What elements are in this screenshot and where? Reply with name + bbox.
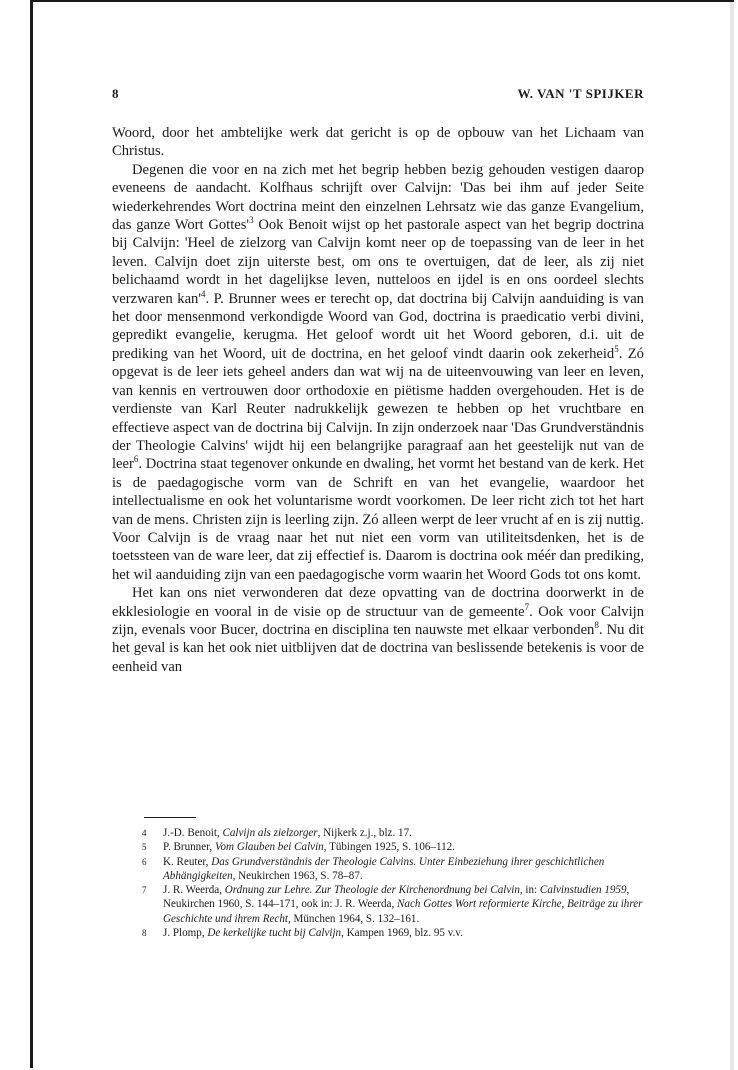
- body-text: [112, 124, 644, 676]
- footnote-title: Calvinstudien 1959: [539, 884, 627, 897]
- footnote-rule: [144, 817, 196, 818]
- page-header: [112, 86, 644, 106]
- footnote-rest: , München 1964, S. 132–161.: [287, 912, 420, 925]
- paragraph-1: [112, 124, 644, 161]
- footnote-5: [142, 840, 644, 854]
- footnote-ref-4[interactable]: 4: [200, 288, 206, 299]
- footnote-author: J. Plomp,: [163, 927, 208, 940]
- paragraph-2: [112, 161, 644, 584]
- paragraph-2-text-e: . Doctrina staat tegenover onkunde en dwaling, het vormt het bestand van de kerk. Het is de paedagogische vorm van de Schrift en van het evangelie, waardoor het intellectualisme en ook het voluntarisme wordt voorkomen. De leer richt zich tot het hart van de mens. Christen zijn is leerling zijn. Zó alleen werpt de leer vrucht af en is zij nuttig. Voor Calvijn is de vraag naar het nut niet een vorm van utiliteitsdenken, het is de toetssteen van de ware leer, dat zij effectief is. Daarom is doctrina ook méér dan prediking, het wil aanduiding zijn van een paedagogische vorm waarin het Woord Gods tot ons komt.: [112, 456, 644, 583]
- footnote-ref-5[interactable]: 5: [614, 344, 619, 355]
- paragraph-3: [112, 584, 644, 676]
- paragraph-2-text-a: Degenen die voor en na zich met het begrip hebben bezig gehouden vestigen daarop eveneens de aandacht. Kolfhaus schrijft over Calvijn: 'Das bei ihm auf jeder Seite wiederkehrendes Wort doctrina meint den einzelnen Lehrsatz wie das ganze Evangelium, das ganze Wort Gottes': [112, 161, 644, 234]
- footnote-author: J.-D. Benoit,: [163, 827, 223, 839]
- footnote-6: [142, 855, 644, 884]
- footnote-8: [142, 926, 644, 940]
- footnote-author: P. Brunner,: [163, 841, 215, 854]
- footnote-ref-3[interactable]: 3: [249, 215, 254, 226]
- paragraph-2-text-c: . P. Brunner wees er terecht op, dat doctrina bij Calvijn aanduiding is van het door mensenmond verkondigde Woord van God, doctrina is praedicatio verbi divini, gepredikt evangelie, kerugma. Het geloof wordt uit het Woord geboren, d.i. uit de prediking van het Woord, uit de doctrina, en het geloof vindt daarin ook zekerheid: [112, 290, 644, 362]
- footnote-author: J. R. Weerda,: [163, 884, 225, 897]
- footnote-text: , Neukirchen 1960, S. 144–171, ook in: J. R. Weerda,: [163, 884, 630, 911]
- running-head: W. VAN 'T SPIJKER: [517, 86, 644, 101]
- footnote-4: [142, 826, 644, 840]
- footnote-title: Calvijn als zielzorger: [222, 827, 318, 839]
- footnote-ref-6[interactable]: 6: [133, 454, 139, 465]
- paragraph-3-text-b: . Ook voor Calvijn zijn, evenals voor Bucer, doctrina en disciplina ten nauwste met elkaar verbonden: [112, 603, 644, 638]
- footnote-number: 8: [142, 928, 147, 939]
- footnote-number: 6: [142, 856, 147, 867]
- footnote-7: [142, 883, 644, 926]
- footnote-number: 7: [142, 885, 147, 896]
- footnote-rest: , Nijkerk z.j., blz. 17.: [317, 827, 412, 839]
- footnote-ref-7[interactable]: 7: [524, 601, 530, 612]
- paragraph-2-text-b: Ook Benoit wijst op het pastorale aspect van het begrip doctrina bij Calvijn: 'Heel de zielzorg van Calvijn komt neer op de toepassing van de leer in het leven. Calvijn doet zijn uiterste best, om ons te overtuigen, dat de leer, als zij niet belichaamd wordt in het dagelijkse leven, nutteloos en ijdel is en ons oordeel slechts verzwaren kan': [112, 217, 644, 307]
- footnote-number: 4: [142, 828, 147, 838]
- paragraph-1-text: Woord, door het ambtelijke werk dat gericht is op de opbouw van het Lichaam van Christus.: [112, 125, 644, 160]
- footnote-text: , in:: [519, 884, 540, 897]
- footnote-rest: , Kampen 1969, blz. 95 v.v.: [341, 927, 463, 940]
- footnotes: [142, 826, 644, 940]
- scan-edge: [730, 2, 734, 1070]
- paragraph-2-text-d: . Zó opgevat is de leer iets geheel anders dan wat wij na de uiteenvouwing van leer en leven, van kennis en vertrouwen door orthodoxie en piëtisme hadden overgehouden. Het is de verdienste van Karl Reuter nadrukkelijk gewezen te hebben op het vruchtbare en effectieve aspect van de doctrina bij Calvijn. In zijn onderzoek naar 'Das Grundverständnis der Theologie Calvins' wijdt hij een belangrijke paragraaf aan het geestelijk nut van de leer: [112, 345, 644, 473]
- footnote-title: Vom Glauben bei Calvin: [214, 841, 324, 854]
- page-number: 8: [112, 86, 119, 101]
- footnote-title: Das Grundverständnis der Theologie Calvins. Unter Einbeziehung ihrer geschichtlichen Abhängigkeiten: [163, 855, 605, 882]
- footnote-author: K. Reuter,: [163, 855, 212, 868]
- footnote-rest: , Neukirchen 1963, S. 78–87.: [232, 869, 363, 882]
- footnote-title: Ordnung zur Lehre. Zur Theologie der Kirchenordnung bei Calvin: [224, 884, 520, 897]
- paragraph-3-text-a: Het kan ons niet verwonderen dat deze opvatting van de doctrina doorwerkt in de ekklesiologie en vooral in de visie op de structuur van de gemeente: [112, 585, 644, 620]
- footnote-title: De kerkelijke tucht bij Calvijn: [207, 927, 342, 940]
- footnote-ref-8[interactable]: 8: [594, 620, 599, 631]
- footnote-rest: , Tübingen 1925, S. 106–112.: [323, 841, 455, 854]
- footnote-number: 5: [142, 842, 147, 853]
- footnote-title: Nach Gottes Wort reformierte Kirche, Beiträge zu ihrer Geschichte und ihrem Recht: [163, 898, 643, 925]
- paragraph-3-text-c: . Nu dit het geval is kan het ook niet uitblijven dat de doctrina van beslissende betekenis is voor de eenheid van: [112, 621, 644, 675]
